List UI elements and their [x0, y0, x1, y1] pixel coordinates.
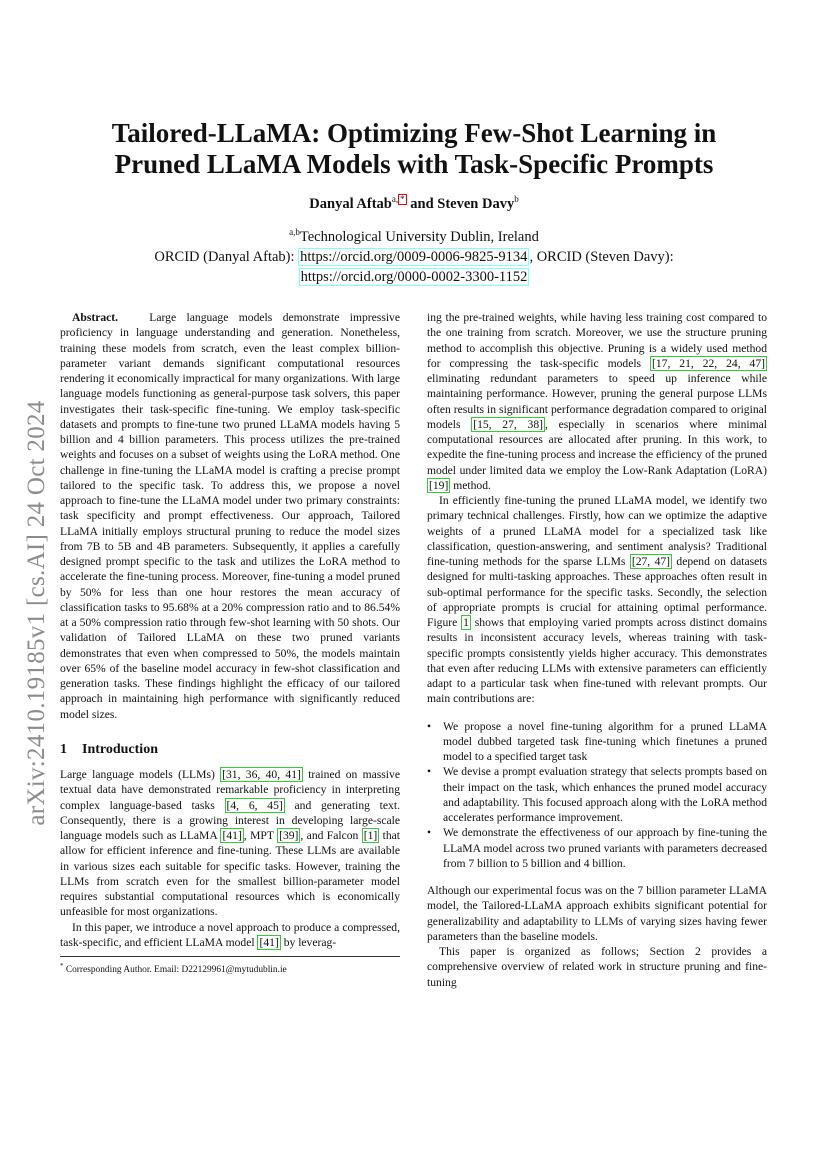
paper-title: [60, 118, 768, 180]
left-column: [60, 310, 400, 950]
orcid-link-1[interactable]: https://orcid.org/0009-0006-9825-9134: [300, 248, 528, 265]
intro-paragraph-5: This paper is organized as follows; Section 2 provides a comprehensive overview of related work in structure pruning and fine-tuning: [427, 945, 767, 989]
citation-link[interactable]: [31, 36, 40, 41]: [222, 768, 301, 781]
intro-paragraph-3: In efficiently fine-tuning the pruned LLaMA model, we identify two primary technical challenges. Firstly, how can we optimize the adaptive weights of a pruned LLaMA model for a specialized task like classification, question-answering, and sentiment analysis? Traditional fine-tuning methods for the sparse LLMs [27, 47] depend on datasets designed for multi-tasking approaches. These approaches often result in sub-optimal performance for the specific tasks. Secondly, the selection of appropriate prompts is crucial for attaining optimal performance. Figure 1 shows that employing varied prompts across distinct domains results in inconsistent accuracy levels, whereas training with task-specific prompts consistently yields higher accuracy. This demonstrates that even after reducing LLMs with extensive parameters can efficiently adapt to a particular task when fine-tuned with relevant prompts. Our main contributions are:: [427, 494, 767, 706]
author-2-affil: b: [514, 194, 519, 204]
citation-link[interactable]: [4, 6, 45]: [226, 798, 283, 812]
author-1-affil: a, *: [391, 194, 405, 204]
title-line-1: Tailored-LLaMA: Optimizing Few-Shot Learning in: [111, 118, 717, 148]
contributions-list: [427, 719, 767, 872]
section-heading-introduction: [60, 742, 400, 757]
author-2: Steven Davy: [437, 195, 515, 212]
intro-paragraph-1: Large language models (LLMs) [31, 36, 40, 41] trained on massive textual data have demonstrated remarkable proficiency in interpreting complex language-based tasks [4, 6, 45] and generating text. Consequently, there is a growing interest in developing large-scale language models such as LLaMA [41] , MPT [39] , and Falcon [1] that allow for efficient inference and fine-tuning. These LLMs are available in various sizes each suitable for specific tasks. However, training the LLMs from scratch even for the smallest billion-parameter model requires substantial computational resources which is economically unfeasible for most organizations.: [60, 768, 401, 919]
list-item: • We devise a prompt evaluation strategy that selects prompts based on their impact on the task, which enhances the pruned model accuracy and adaptability. This focused approach along with the LoRA method accelerates performance improvement.: [443, 764, 767, 825]
affiliation-name: Technological University Dublin, Ireland: [299, 228, 539, 245]
orcid-line: [60, 247, 768, 267]
orcid-label-2: , ORCID (Steven Davy):: [529, 248, 674, 265]
list-item: • We propose a novel fine-tuning algorithm for a pruned LLaMA model dubbed targeted task fine-tuning which finetunes a pruned model to a specified target task: [443, 719, 767, 765]
citation-link[interactable]: [1]: [363, 829, 378, 842]
overflow-text: by leverag-: [280, 935, 337, 949]
list-item: • We demonstrate the effectiveness of our approach by fine-tuning the LLaMA model across two pruned variants with parameters decreased from 7 billion to 5 billion and 4 billion.: [443, 825, 767, 871]
authors: [60, 194, 768, 213]
section-number: 1: [60, 741, 67, 757]
orcid-label-1: ORCID (Danyal Aftab):: [154, 248, 299, 265]
figure-link[interactable]: 1: [463, 616, 469, 629]
citation-link[interactable]: [27, 47]: [631, 555, 671, 568]
right-column: [427, 310, 767, 990]
affiliation-line: [60, 222, 768, 247]
section-title: Introduction: [82, 741, 158, 757]
abstract-label: Abstract.: [72, 311, 119, 324]
intro-paragraph-2-cont: ing the pre-trained weights, while having less training cost compared to the one training from scratch. Moreover, we use the structure pruning method to accomplish this objective. Pruning is a widely used method for compressing the task-specific models [17, 21, 22, 24, 47] eliminating redundant parameters to speed up inference while maintaining performance. However, pruning the general purpose LLMs often results in significant performance degradation compared to original models [15, 27, 38] , especially in scenarios where minimal computational resources are allocated after pruning. In this work, to expedite the fine-tuning process and increase the efficiency of the pruned model under limited data we employ the Low-Rank Adaptation (LoRA) [19] method.: [427, 311, 767, 492]
arxiv-stamp: [22, 375, 52, 850]
citation-link[interactable]: [41]: [222, 829, 242, 842]
intro-paragraph-4: Although our experimental focus was on the 7 billion parameter LLaMA model, the Tailored-LLaMA approach exhibits significant potential for generalizability and adaptability to LLMs of varying sizes having fewer parameters than the baseline models.: [427, 884, 767, 943]
footnote: [60, 960, 400, 976]
abstract-text: Large language models demonstrate impressive proficiency in language understanding and generation. Nonetheless, training these models from scratch, even the least complex billion-parameter variant demands significant computational resources rendering it economically impractical for many organizations. With large language models functioning as general-purpose task solvers, this paper investigates their task-specific fine-tuning. We employ task-specific datasets and prompts to fine-tune two pruned LLaMA models having 5 billion and 4 billion parameters. This process utilizes the pre-trained weights and focuses on a subset of weights using the LoRA method. One challenge in fine-tuning the LLaMA model is crafting a precise prompt tailored to the specific task. To address this, we propose a novel approach to fine-tune the LLaMA model under two primary constraints: task specificity and prompt effectiveness. Our approach, Tailored LLaMA initially employs structural pruning to reduce the model sizes from 7B to 5B and 4B parameters. Subsequently, it applies a carefully designed prompt specific to the task and utilizes the LoRA method to accelerate the fine-tuning process. Moreover, fine-tuning a model pruned by 50% for less than one hour restores the mean accuracy of classification tasks to 95.68% at a 20% compression ratio and to 86.54% at a 50% compression ratio through few-shot learning with 50 shots. Our validation of Tailored LLaMA on these two pruned variants demonstrates that even when compressed to 50%, the models maintain over 65% of the baseline model accuracy in few-shot classification and generation tasks. These findings highlight the efficacy of our tailored approach in maintaining high performance with significantly reduced model sizes.: [60, 311, 400, 721]
footnote-text: Corresponding Author. Email: D22129961@mytudublin.ie: [63, 965, 287, 976]
citation-link[interactable]: [39]: [279, 829, 299, 842]
citation-link[interactable]: [41]: [259, 935, 279, 949]
orcid-line-2: [60, 267, 768, 287]
author-joiner: and: [406, 195, 438, 212]
citation-link[interactable]: [19]: [429, 478, 449, 492]
affiliation-block: [60, 222, 768, 287]
author-1: Danyal Aftab: [309, 195, 392, 212]
title-line-2: Pruned LLaMA Models with Task-Specific Prompts: [114, 149, 714, 179]
footnote-divider: [60, 956, 400, 957]
arxiv-stamp-text: arXiv:2410.19185v1 [cs.AI] 24 Oct 2024: [23, 399, 50, 826]
intro-paragraph-2: In this paper, we introduce a novel approach to produce a compressed, task-specific, and efficient LLaMA model [41] by leverag-: [60, 920, 400, 949]
orcid-link-2[interactable]: https://orcid.org/0000-0002-3300-1152: [300, 268, 528, 285]
footnote-link[interactable]: *: [400, 194, 405, 204]
citation-link[interactable]: [15, 27, 38]: [473, 417, 543, 431]
footnote-mark: *: [60, 962, 64, 970]
affiliation-sup: a,b: [289, 227, 300, 237]
abstract: [60, 310, 400, 722]
citation-link[interactable]: [17, 21, 22, 24, 47]: [652, 356, 765, 370]
